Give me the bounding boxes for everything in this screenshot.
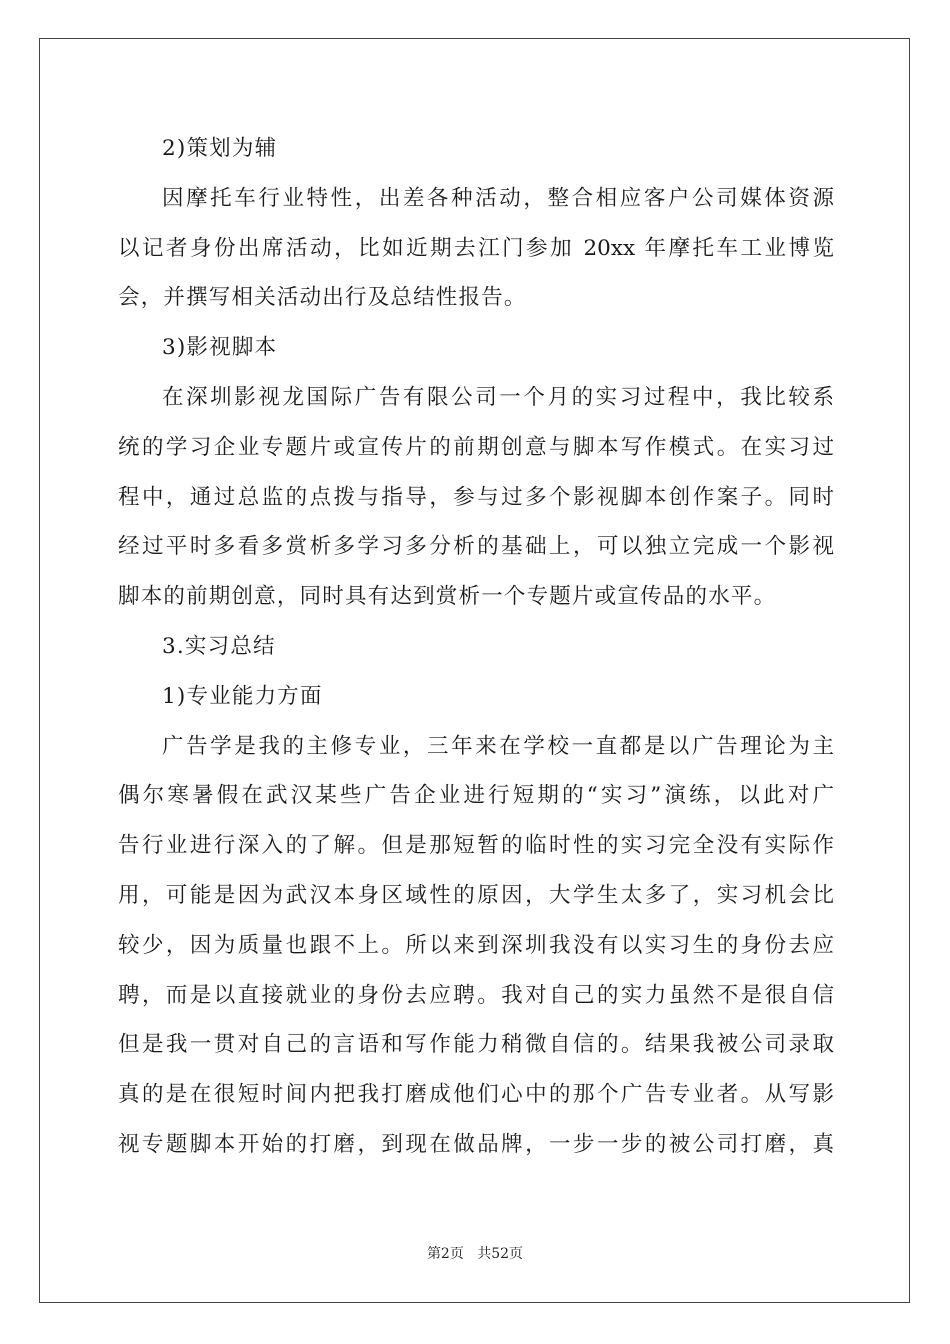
paragraph-line: 视专题脚本开始的打磨，到现在做品牌，一步一步的被公司打磨，真 bbox=[118, 1131, 834, 1157]
paragraph-line: 但是我一贯对自己的言语和写作能力稍微自信的。结果我被公司录取 bbox=[118, 1032, 834, 1058]
paragraph-line: 以记者身份出席活动，比如近期去江门参加 20xx 年摩托车工业博览 bbox=[118, 235, 834, 261]
paragraph-line: 统的学习企业专题片或宣传片的前期创意与脚本写作模式。在实习过 bbox=[118, 434, 834, 460]
paragraph-line: 真的是在很短时间内把我打磨成他们心中的那个广告专业者。从写影 bbox=[118, 1082, 834, 1108]
document-body bbox=[118, 124, 834, 1170]
paragraph-line: 在深圳影视龙国际广告有限公司一个月的实习过程中，我比较系 bbox=[162, 384, 834, 410]
paragraph-line: 广告学是我的主修专业，三年来在学校一直都是以广告理论为主 bbox=[162, 733, 834, 759]
heading-internship-summary: 3.实习总结 bbox=[162, 633, 276, 659]
paragraph-line: 告行业进行深入的了解。但是那短暂的临时性的实习完全没有实际作 bbox=[118, 833, 834, 859]
paragraph-line: 会，并撰写相关活动出行及总结性报告。 bbox=[118, 285, 527, 311]
paragraph-line: 用，可能是因为武汉本身区域性的原因，大学生太多了，实习机会比 bbox=[118, 882, 834, 908]
page-number: 第2页 bbox=[426, 1246, 464, 1262]
paragraph-line: 经过平时多看多赏析多学习多分析的基础上，可以独立完成一个影视 bbox=[118, 534, 834, 560]
paragraph-line: 偶尔寒暑假在武汉某些广告企业进行短期的“实习”演练，以此对广 bbox=[118, 783, 834, 809]
paragraph-line: 较少，因为质量也跟不上。所以来到深圳我没有以实习生的身份去应 bbox=[118, 932, 834, 958]
paragraph-line: 因摩托车行业特性，出差各种活动，整合相应客户公司媒体资源 bbox=[162, 185, 834, 211]
paragraph-line: 程中，通过总监的点拨与指导，参与过多个影视脚本创作案子。同时 bbox=[118, 484, 834, 510]
page-total: 共52页 bbox=[477, 1246, 524, 1262]
heading-planning: 2)策划为辅 bbox=[162, 136, 278, 161]
heading-film-script: 3)影视脚本 bbox=[162, 335, 278, 361]
paragraph-line: 聘，而是以直接就业的身份去应聘。我对自己的实力虽然不是很自信 bbox=[118, 982, 834, 1008]
page-footer bbox=[0, 1244, 950, 1264]
paragraph-line: 脚本的前期创意，同时具有达到赏析一个专题片或宣传品的水平。 bbox=[118, 584, 777, 610]
heading-professional-ability: 1)专业能力方面 bbox=[162, 683, 323, 709]
